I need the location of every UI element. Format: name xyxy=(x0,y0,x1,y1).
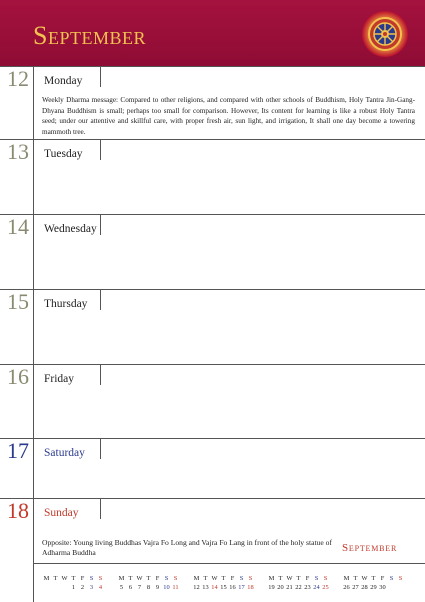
weekday-label: S xyxy=(173,575,178,582)
day-block-saturday[interactable] xyxy=(0,438,425,499)
weekday-label: S xyxy=(398,575,403,582)
divider xyxy=(33,563,425,564)
weekday-label: S xyxy=(389,575,394,582)
weekday-label: S xyxy=(164,575,169,582)
weekday-label: T xyxy=(221,575,226,582)
date-cell: 9 xyxy=(155,584,160,591)
date-cell: 3 xyxy=(89,584,94,591)
weekday-label: S xyxy=(239,575,244,582)
divider xyxy=(100,215,101,235)
date-cell: 10 xyxy=(163,584,170,591)
date-cell: 19 xyxy=(268,584,275,591)
weekday-label: T xyxy=(371,575,376,582)
day-number: 12 xyxy=(7,66,29,91)
date-cell: 14 xyxy=(211,584,218,591)
divider xyxy=(33,140,34,215)
date-cell: 26 xyxy=(343,584,350,591)
day-block-friday[interactable] xyxy=(0,364,425,439)
date-cell: 30 xyxy=(379,584,386,591)
date-cell: 8 xyxy=(146,584,151,591)
day-block-tuesday[interactable] xyxy=(0,139,425,215)
divider xyxy=(100,439,101,459)
weekday-label: M xyxy=(268,575,275,582)
date-cell xyxy=(42,583,51,592)
photo-caption: Opposite: Young living Buddhas Vajra Fo Long and Vajra Fo Lang in front of the holy statue of Adharma Buddha xyxy=(42,538,332,557)
weekday-label: T xyxy=(353,575,358,582)
date-cell: 18 xyxy=(247,584,254,591)
weekday-label: M xyxy=(118,575,125,582)
month-header xyxy=(0,0,425,66)
divider xyxy=(100,67,101,87)
weekday-label: W xyxy=(361,575,368,582)
divider xyxy=(33,439,34,499)
weekday-label: T xyxy=(278,575,283,582)
date-cell: 11 xyxy=(172,584,179,591)
mini-calendar-week xyxy=(117,574,180,592)
date-cell: 6 xyxy=(128,584,133,591)
date-cell: 27 xyxy=(352,584,359,591)
weekday-label: M xyxy=(193,575,200,582)
day-number: 13 xyxy=(7,139,29,164)
day-name: Sunday xyxy=(44,507,79,519)
mini-calendar-week xyxy=(42,574,105,592)
date-cell: 1 xyxy=(71,584,76,591)
day-block-monday[interactable] xyxy=(0,66,425,140)
date-cell: 4 xyxy=(98,584,103,591)
footer-month-label: September xyxy=(342,542,398,554)
day-name: Tuesday xyxy=(44,148,83,160)
weekday-label: T xyxy=(146,575,151,582)
date-cell: 15 xyxy=(220,584,227,591)
weekday-label: F xyxy=(155,575,160,582)
weekday-label: F xyxy=(305,575,310,582)
weekday-label: T xyxy=(71,575,76,582)
date-cell: 23 xyxy=(304,584,311,591)
weekday-label: T xyxy=(296,575,301,582)
date-cell xyxy=(396,583,405,592)
mini-calendar-week xyxy=(267,574,330,592)
day-name: Thursday xyxy=(44,298,88,310)
weekday-label: W xyxy=(286,575,293,582)
weekday-label: F xyxy=(230,575,235,582)
weekday-label: S xyxy=(89,575,94,582)
weekday-label: S xyxy=(323,575,328,582)
day-number: 16 xyxy=(7,364,29,389)
weekday-label: M xyxy=(343,575,350,582)
date-cell: 17 xyxy=(238,584,245,591)
weekday-label: T xyxy=(53,575,58,582)
day-block-thursday[interactable] xyxy=(0,289,425,365)
day-number: 17 xyxy=(7,438,29,463)
date-cell xyxy=(60,583,69,592)
day-number: 14 xyxy=(7,214,29,239)
weekday-label: M xyxy=(43,575,50,582)
date-cell: 2 xyxy=(80,584,85,591)
dharma-message: Weekly Dharma message: Compared to other religions, and compared with other schools of Buddhism, Holy Tantra Jin-Gang-Dhyana Buddhism is small; perhaps too small for comparison. However, Its content for learning is like a robust Holy Tantra seed; under our attentive and skillful care, with proper fresh air, sun light, and irrigation, It shall one day become a towering mammoth tree. xyxy=(42,96,415,136)
weekday-label: W xyxy=(61,575,68,582)
day-number: 18 xyxy=(7,498,29,523)
weekday-label: F xyxy=(80,575,85,582)
date-cell: 5 xyxy=(119,584,124,591)
mini-calendar-week xyxy=(342,574,405,592)
date-cell: 7 xyxy=(137,584,142,591)
dharma-wheel-icon xyxy=(361,10,409,58)
month-title: September xyxy=(33,21,146,50)
weekday-label: T xyxy=(203,575,208,582)
day-name: Friday xyxy=(44,373,75,385)
weekday-label: F xyxy=(380,575,385,582)
divider xyxy=(33,215,34,290)
weekday-label: S xyxy=(98,575,103,582)
date-cell: 16 xyxy=(229,584,236,591)
day-name: Saturday xyxy=(44,447,85,459)
date-cell xyxy=(387,583,396,592)
divider xyxy=(100,365,101,385)
date-cell: 20 xyxy=(277,584,284,591)
day-block-wednesday[interactable] xyxy=(0,214,425,290)
divider xyxy=(100,290,101,310)
day-number: 15 xyxy=(7,289,29,314)
date-cell: 28 xyxy=(361,584,368,591)
day-name: Monday xyxy=(44,75,83,87)
weekday-label: T xyxy=(128,575,133,582)
weekday-label: S xyxy=(248,575,253,582)
divider xyxy=(33,290,34,365)
date-cell: 21 xyxy=(286,584,293,591)
date-cell: 12 xyxy=(193,584,200,591)
date-cell: 22 xyxy=(295,584,302,591)
weekday-label: W xyxy=(211,575,218,582)
divider xyxy=(33,365,34,439)
date-cell: 29 xyxy=(370,584,377,591)
divider xyxy=(33,67,34,140)
divider xyxy=(100,499,101,519)
date-cell xyxy=(51,583,60,592)
date-cell: 13 xyxy=(202,584,209,591)
mini-calendar-week xyxy=(192,574,255,592)
divider xyxy=(33,499,34,602)
day-name: Wednesday xyxy=(44,223,97,235)
divider xyxy=(100,140,101,160)
weekday-label: W xyxy=(136,575,143,582)
date-cell: 25 xyxy=(322,584,329,591)
weekday-label: S xyxy=(314,575,319,582)
date-cell: 24 xyxy=(313,584,320,591)
